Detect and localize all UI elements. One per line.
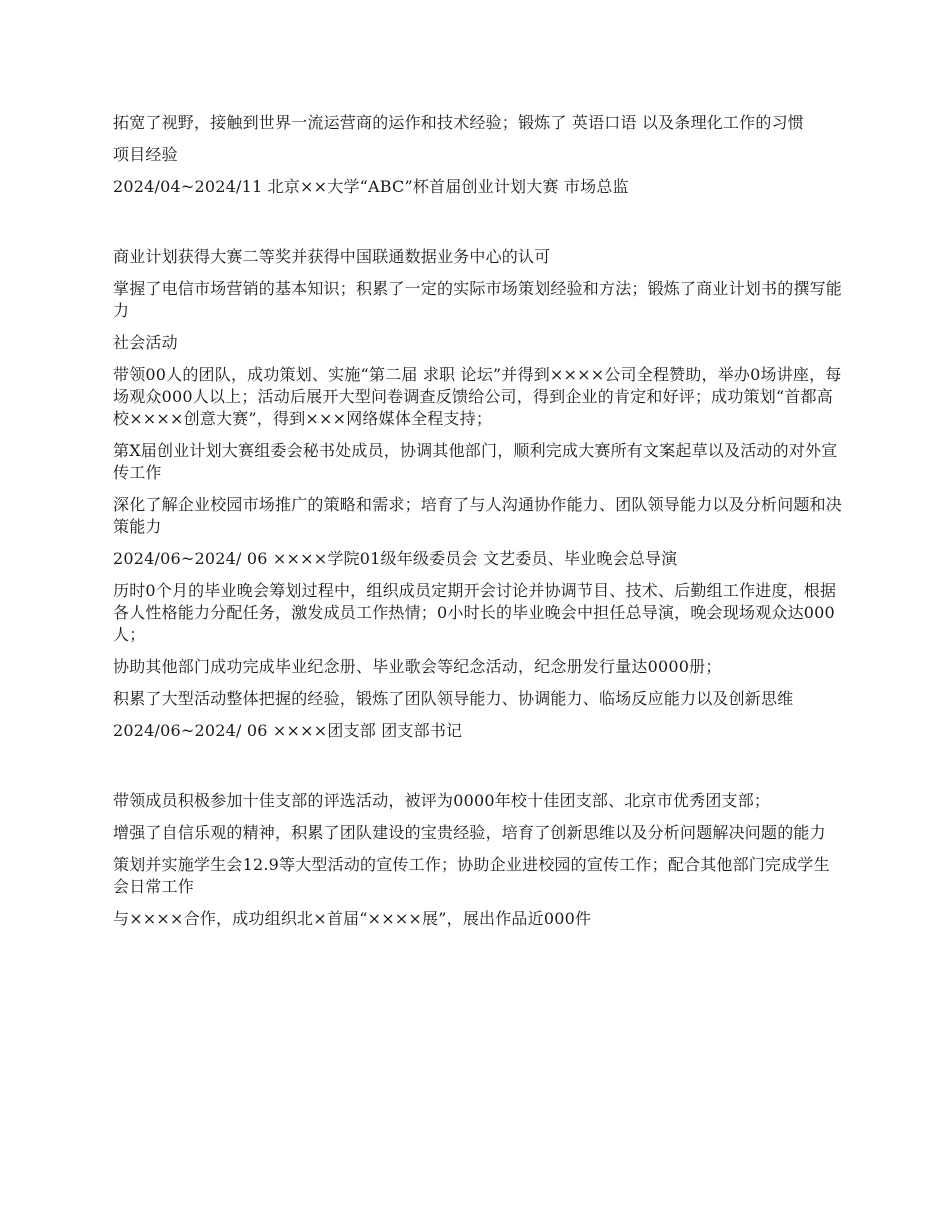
paragraph-student-union-publicity: 策划并实施学生会12.9等大型活动的宣传工作；协助企业进校园的宣传工作；配合其他部门完成学生会日常工作 xyxy=(113,855,830,896)
paragraph-commemorative-album: 协助其他部门成功完成毕业纪念册、毕业歌会等纪念活动，纪念册发行量达0000册； xyxy=(113,657,722,676)
section-heading-project-experience: 项目经验 xyxy=(113,145,178,164)
paragraph-large-event-experience: 积累了大型活动整体把握的经验，锻炼了团队领导能力、协调能力、临场反应能力以及创新思维 xyxy=(113,689,794,708)
section-heading-social-activities: 社会活动 xyxy=(113,333,178,352)
paragraph-campus-marketing: 深化了解企业校园市场推广的策略和需求；培育了与人沟通协作能力、团队领导能力以及分析问题和决策能力 xyxy=(113,495,843,536)
paragraph-gala-planning: 历时0个月的毕业晚会筹划过程中，组织成员定期开会讨论并协调节目、技术、后勤组工作进度，根据各人性格能力分配任务，激发成员工作热情；0小时长的毕业晚会中担任总导演，晚会现场观众达000人； xyxy=(113,581,837,644)
entry-league-branch-secretary: 2024/06~2024/ 06 ××××团支部 团支部书记 xyxy=(113,721,463,740)
paragraph-committee-secretariat: 第X届创业计划大赛组委会秘书处成员，协调其他部门，顺利完成大赛所有文案起草以及活动的对外宣传工作 xyxy=(113,441,838,482)
paragraph-led-team-forum: 带领00人的团队，成功策划、实施“第二届 求职 论坛”并得到××××公司全程赞助，举办0场讲座，每场观众000人以上；活动后展开大型问卷调查反馈给公司，得到企业的肯定和好评；成功策划“首都高校××××创意大赛”，得到×××网络媒体全程支持； xyxy=(113,365,842,428)
paragraph-telecom-marketing: 掌握了电信市场营销的基本知识；积累了一定的实际市场策划经验和方法；锻炼了商业计划书的撰写能力 xyxy=(113,279,843,320)
paragraph-broadened-horizons: 拓宽了视野，接触到世界一流运营商的运作和技术经验；锻炼了 英语口语 以及条理化工作的习惯 xyxy=(113,113,804,132)
paragraph-top-ten-branch: 带领成员积极参加十佳支部的评选活动，被评为0000年校十佳团支部、北京市优秀团支部； xyxy=(113,791,771,810)
spacer xyxy=(113,208,843,246)
paragraph-contest-award: 商业计划获得大赛二等奖并获得中国联通数据业务中心的认可 xyxy=(113,247,551,266)
document-body xyxy=(113,112,843,940)
entry-graduation-gala-director: 2024/06~2024/ 06 ××××学院01级年级委员会 文艺委员、毕业晚会总导演 xyxy=(113,549,678,568)
paragraph-confidence-teamwork: 增强了自信乐观的精神，积累了团队建设的宝贵经验，培育了创新思维以及分析问题解决问题的能力 xyxy=(113,823,826,842)
paragraph-exhibition: 与××××合作，成功组织北×首届“××××展”，展出作品近000件 xyxy=(113,909,592,928)
spacer xyxy=(113,752,843,790)
entry-business-plan-contest: 2024/04~2024/11 北京××大学“ABC”杯首届创业计划大赛 市场总监 xyxy=(113,177,629,196)
